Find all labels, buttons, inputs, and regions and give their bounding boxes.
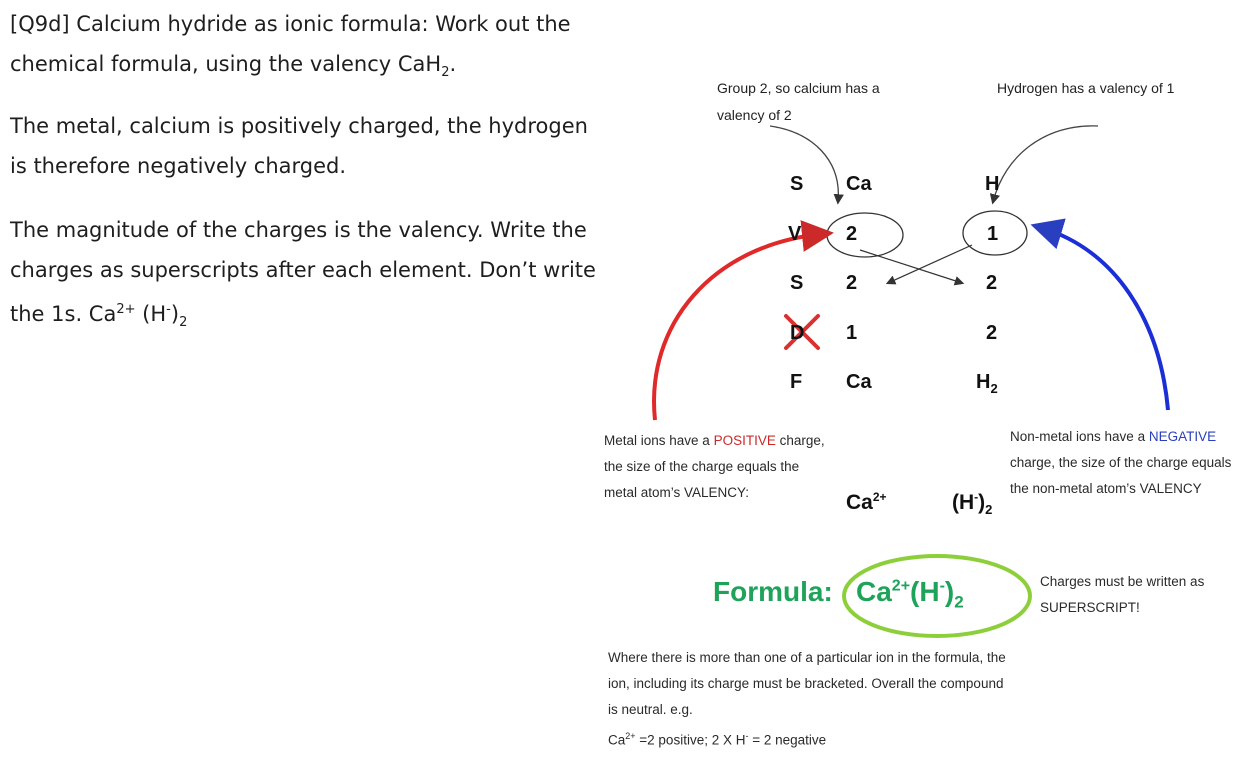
ca-divide: 1: [846, 322, 858, 344]
bracket-note: Where there is more than one of a particular ion in the formula, the ion, including its charge must be bracketed. Overall the compound is neutral. e.g. $Ca^{2+} =2$ positive; 2 X H- = 2 negative: [608, 650, 1006, 748]
formula-label: Formula:: [713, 576, 833, 607]
negative-charge-arrow: [1042, 228, 1168, 410]
row-label-f: F: [790, 371, 803, 393]
group-valency-note: Group 2, so calcium has a valency of 2: [717, 80, 880, 123]
ca-symbol: Ca: [846, 173, 872, 195]
h-divide: 2: [986, 322, 998, 344]
h-symbol: H: [985, 173, 1000, 195]
superscript-note: Charges must be written as SUPERSCRIPT!: [1040, 574, 1205, 615]
question-paragraph: [Q9d] Calcium hydride as ionic formula: Work out the chemical formula, using the valency CaH$_2$.: [10, 12, 571, 81]
row-label-s2: S: [790, 272, 804, 294]
h-formula: $H_2$: [976, 371, 998, 396]
ca-valency-ellipse: [827, 213, 903, 257]
ca-valency: 2: [846, 223, 858, 245]
swap-arrow-down: [860, 250, 962, 283]
hydride-ion: $(H^-)_2$: [952, 490, 993, 518]
metal-ion-caption: Metal ions have a POSITIVE charge, the size of the charge equals the metal atom’s VALENCY:: [604, 433, 825, 500]
hydrogen-note-arrow: [993, 126, 1098, 202]
formula-value: $Ca^{2+}(H^-)_2$: [856, 576, 964, 612]
group-note-arrow: [770, 126, 838, 202]
row-label-s1: S: [790, 173, 804, 195]
row-label-v: V: [788, 223, 802, 245]
hydrogen-valency-note: Hydrogen has a valency of 1: [997, 80, 1175, 96]
ca-formula: Ca: [846, 371, 872, 393]
nonmetal-ion-caption: Non-metal ions have a NEGATIVE charge, the size of the charge equals the non-metal atom’s VALENCY: [1010, 429, 1232, 496]
row-label-d: D: [790, 322, 805, 344]
charge-paragraph: The metal, calcium is positively charged, the hydrogen is therefore negatively charged.: [10, 114, 588, 178]
swap-arrow-up: [888, 245, 972, 283]
h-valency: 1: [987, 223, 999, 245]
calcium-ion: $Ca^{2+}$: [846, 490, 887, 514]
superscript-paragraph: The magnitude of the charges is the valency. Write the charges as superscripts after each element. Don’t write the 1s. $Ca^{2+}$ $(H^-)_2$: [10, 218, 596, 331]
ca-swap: 2: [846, 272, 858, 294]
h-swap: 2: [986, 272, 998, 294]
